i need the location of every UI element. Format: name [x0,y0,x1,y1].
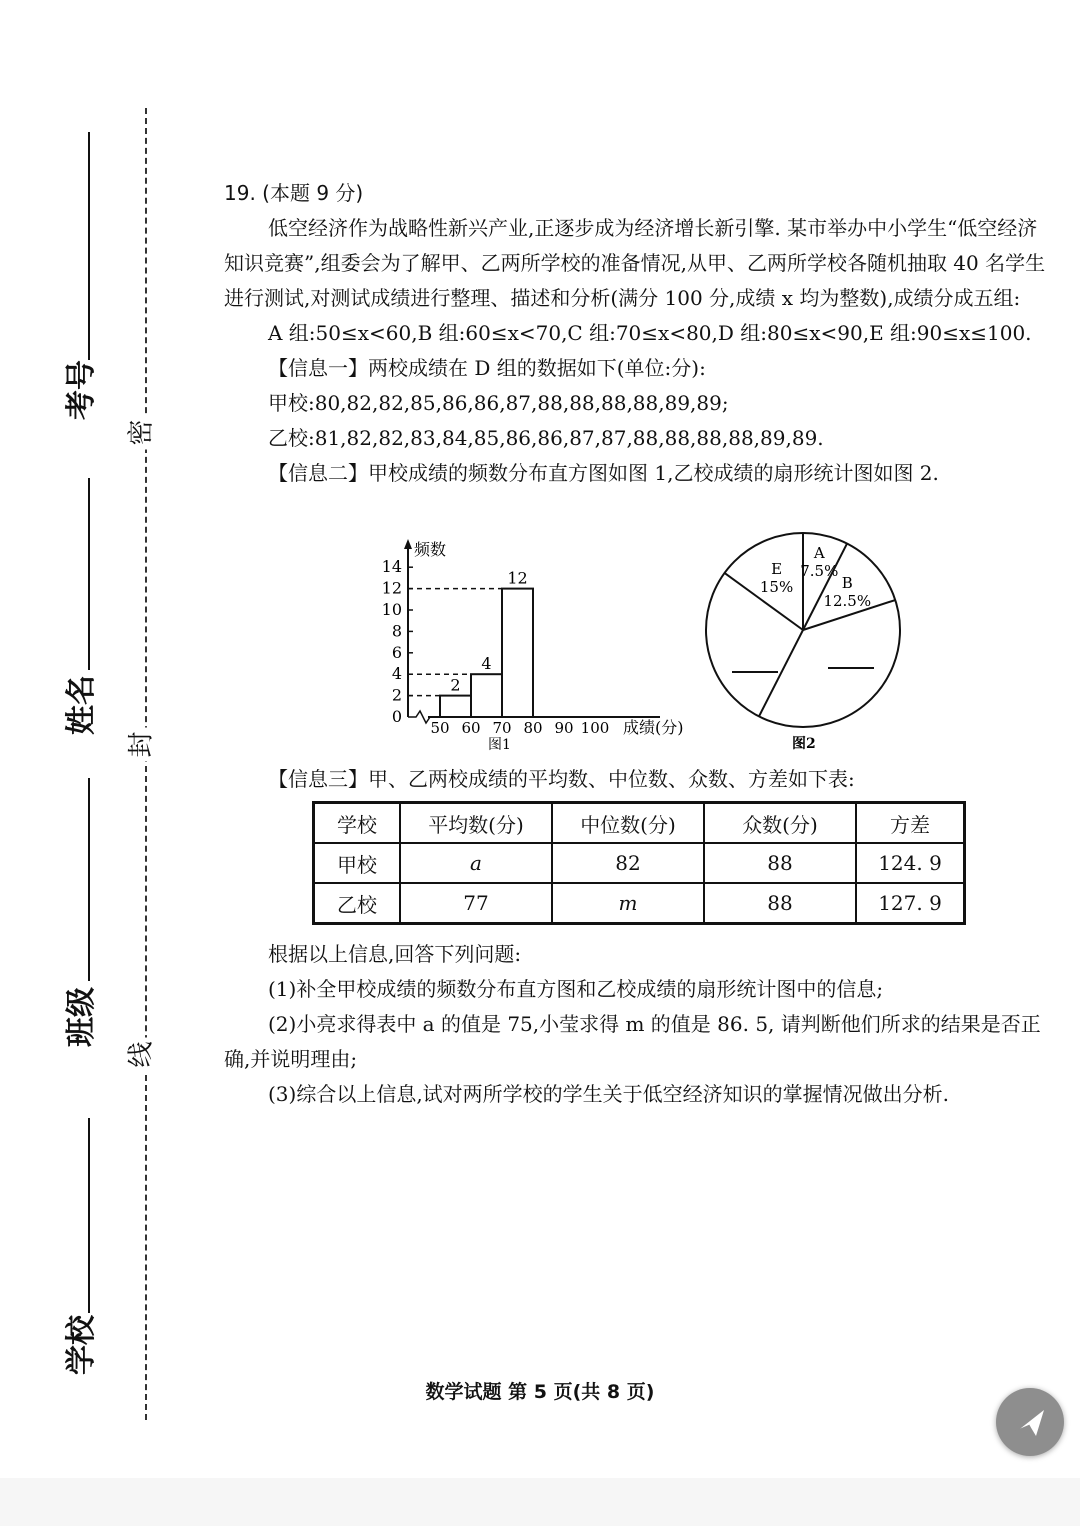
histogram-title: 图1 [488,737,511,753]
histogram-bar [502,589,533,717]
info2: 【信息二】甲校成绩的频数分布直方图如图 1,乙校成绩的扇形统计图如图 2. [268,461,939,485]
histogram-x-tick-label: 90 [554,719,574,737]
histogram-y-arrow [404,539,412,549]
question-intro: 低空经济作为战略性新兴产业,正逐步成为经济增长新引擎. 某市举办中小学生“低空经济知识竞赛”,组委会为了解甲、乙两所学校的准备情况,从甲、乙两所学校各随机抽取 40 名学生进行测试,对测试成绩进行整理、描述和分析(满分 100 分,成绩 x 均为整数),成绩分成五组: [224,216,1046,310]
pie-slice-name: A [813,544,825,563]
info1-yi: 乙校:81,82,82,83,84,85,86,86,87,87,88,88,88,88,89,89. [268,426,824,450]
histogram-y-tick-label: 8 [391,621,402,641]
xingming-line [88,478,90,670]
table-header-cell: 平均数(分) [400,803,552,844]
pie-slice-percent: 12.5% [823,592,872,611]
histogram-y-tick-label: 2 [391,685,402,705]
table-cell: 82 [552,843,704,883]
histogram-figure [370,535,700,757]
pie-figure [700,530,910,755]
pie-slice-percent: 7.5% [800,562,839,581]
kaohao-line [88,132,90,360]
subquestion-1: (1)补全甲校成绩的频数分布直方图和乙校成绩的扇形统计图中的信息; [268,977,884,1001]
histogram-axis-break [408,711,430,723]
pie-slice-percent: 15% [759,578,794,597]
histogram-x-tick-label: 70 [492,719,512,737]
table-cell: 77 [400,883,552,924]
table-cell: 88 [704,843,856,883]
question-block [224,176,1054,491]
xingming-label: 姓名 [64,675,99,735]
info3 [224,762,1054,797]
seal-mi: 密 [121,415,158,449]
histogram-xlabel: 成绩(分) [623,718,684,737]
table-cell: 127. 9 [856,883,965,924]
table-header-row [314,803,965,844]
page-footer: 数学试题 第 5 页(共 8 页) [425,1381,655,1403]
info1-jia: 甲校:80,82,82,85,86,86,87,88,88,88,88,89,89; [268,391,729,415]
table-cell: m [552,883,704,924]
histogram-x-tick-label: 50 [430,719,450,737]
table-header-cell: 学校 [314,803,401,844]
histogram-bar-label: 2 [450,675,461,695]
histogram-bar [440,696,471,717]
histogram-x-tick-label: 60 [461,719,481,737]
pie-title: 图2 [792,736,816,752]
pie-slice-name: E [771,560,783,579]
pie-slice-name: B [841,574,853,593]
seal-feng: 封 [121,727,158,761]
histogram-bar [471,674,502,717]
histogram-x-tick-label: 80 [523,719,543,737]
histogram-bar-label: 12 [507,568,528,588]
question-title: 19. (本题 9 分) [224,181,364,205]
histogram-y-tick-label: 6 [391,642,402,662]
stats-table [312,801,966,925]
table-cell: 乙校 [314,883,401,924]
share-arrow-icon [996,1388,1064,1456]
histogram-y-tick-label: 14 [381,557,402,577]
table-header-cell: 众数(分) [704,803,856,844]
table-cell: a [400,843,552,883]
info1-title: 【信息一】两校成绩在 D 组的数据如下(单位:分): [268,356,706,380]
group-definitions: A 组:50≤x<60,B 组:60≤x<70,C 组:70≤x<80,D 组:80≤x<90,E 组:90≤x≤100. [268,321,1032,345]
bottom-bar [0,1478,1080,1526]
subquestions [224,937,1054,1112]
histogram-y-tick-label: 10 [381,600,402,619]
histogram-ylabel: 频数 [414,540,447,559]
table-row [314,883,965,924]
histogram-y-tick-label: 0 [391,707,402,726]
subquestion-3: (3)综合以上信息,试对两所学校的学生关于低空经济知识的掌握情况做出分析. [268,1082,950,1106]
table-header-cell: 中位数(分) [552,803,704,844]
pie-slice-boundary [759,630,803,716]
prompt-text: 根据以上信息,回答下列问题: [268,942,522,966]
kaohao-label: 考号 [64,360,99,420]
histogram-y-tick-label: 12 [381,578,402,598]
share-button[interactable] [996,1388,1064,1456]
table-cell: 88 [704,883,856,924]
info3-text: 【信息三】甲、乙两校成绩的平均数、中位数、众数、方差如下表: [268,767,855,791]
banji-line [88,778,90,981]
seal-dashed-line [145,108,147,1420]
table-cell: 甲校 [314,843,401,883]
table-row [314,843,965,883]
table-cell: 124. 9 [856,843,965,883]
table-header-cell: 方差 [856,803,965,844]
seal-xian: 线 [121,1037,158,1071]
histogram-x-tick-label: 100 [580,719,610,737]
histogram-y-tick-label: 4 [391,664,402,684]
subquestion-2: (2)小亮求得表中 a 的值是 75,小莹求得 m 的值是 86. 5, 请判断他们所求的结果是否正确,并说明理由; [224,1012,1041,1071]
xuexiao-line [88,1118,90,1313]
banji-label: 班级 [64,987,99,1047]
xuexiao-label: 学校 [64,1315,99,1375]
histogram-bar-label: 4 [481,654,492,674]
